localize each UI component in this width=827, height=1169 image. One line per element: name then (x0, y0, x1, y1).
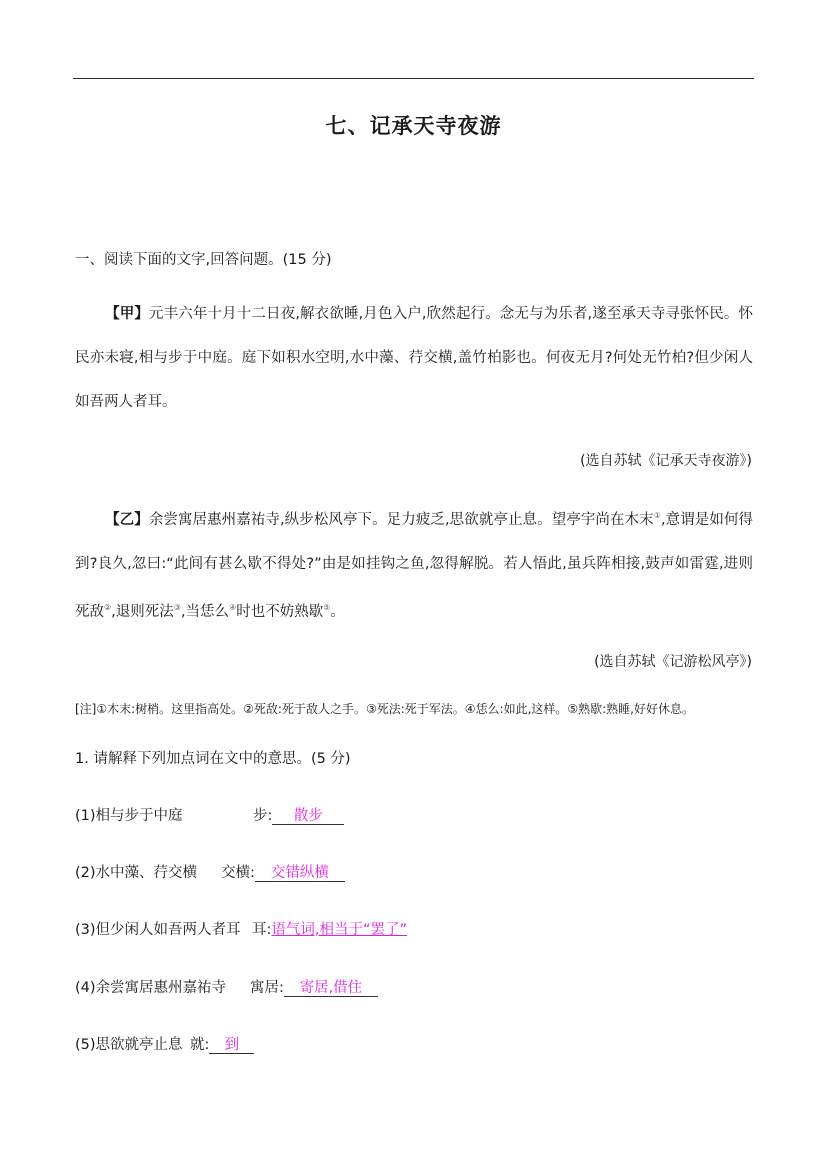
section-heading: 一、阅读下面的文字,回答问题。(15 分) (75, 252, 332, 268)
answer-field[interactable]: 散步 (272, 809, 344, 825)
question-1-item-3 (75, 918, 407, 939)
passage-b (75, 494, 753, 634)
item-word: 交横: (221, 865, 255, 881)
passage-b-text-4: ,当恁么 (180, 603, 230, 620)
question-1-item-5 (75, 1033, 254, 1054)
passage-b-text-3: ,退则死法 (111, 603, 174, 620)
footnote-ref-3: ③ (173, 602, 181, 612)
header-rule (73, 78, 754, 79)
footnote-ref-1: ① (653, 511, 661, 520)
passage-b-source: (选自苏轼《记游松风亭》) (594, 654, 752, 670)
passage-a-label: 【甲】 (105, 306, 150, 322)
passage-a (75, 292, 753, 424)
passage-b-text-2: ,意谓是如何得到?良久,忽曰:“此间有甚么歇不得处?”由是如挂钩之鱼,忽得解脱。若人悟此,虽兵阵相接,鼓声如雷霆,进则死敌 (75, 511, 754, 620)
item-word: 耳: (252, 922, 272, 938)
question-1-item-2 (75, 861, 345, 882)
answer-field[interactable]: 到 (209, 1038, 254, 1054)
passage-b-text-5: 时也不妨熟歇 (236, 603, 324, 620)
footnote-ref-4: ④ (229, 602, 237, 612)
item-word: 就: (190, 1037, 210, 1053)
footnote-ref-2: ② (104, 602, 112, 612)
passage-a-text: 元丰六年十月十二日夜,解衣欲睡,月色入户,欣然起行。念无与为乐者,遂至承天寺寻张怀民。怀民亦未寝,相与步于中庭。庭下如积水空明,水中藻、荇交横,盖竹柏影也。何夜无月?何处无竹柏?但少闲人如吾两人者耳。 (75, 306, 754, 410)
item-phrase: (2)水中藻、荇交横 (75, 865, 198, 881)
item-word: 寓居: (250, 980, 284, 996)
item-word: 步: (253, 808, 273, 824)
passage-b-text-1: 余尝寓居惠州嘉祐寺,纵步松风亭下。足力疲乏,思欲就亭止息。望亭宇尚在木末 (148, 511, 654, 528)
passage-b-text-6: 。 (330, 603, 345, 620)
page-title: 七、记承天寺夜游 (325, 114, 502, 138)
passage-a-source: (选自苏轼《记承天寺夜游》) (580, 453, 752, 469)
item-phrase: (1)相与步于中庭 (75, 808, 183, 824)
answer-field[interactable]: 寄居,借住 (284, 981, 378, 997)
item-phrase: (3)但少闲人如吾两人者耳 (75, 922, 241, 938)
question-1-prompt: 1. 请解释下列加点词在文中的意思。(5 分) (75, 751, 351, 767)
question-1-item-1 (75, 804, 344, 825)
answer-field[interactable]: 语气词,相当于“罢了” (271, 922, 408, 938)
footnotes: [注]①木末:树梢。这里指高处。②死敌:死于敌人之手。③死法:死于军法。④恁么:如此,这样。⑤熟歇:熟睡,好好休息。 (75, 702, 695, 716)
passage-b-label: 【乙】 (105, 511, 149, 528)
item-phrase: (5)思欲就亭止息 (75, 1037, 183, 1053)
footnote-ref-5: ⑤ (323, 602, 331, 612)
item-phrase: (4)余尝寓居惠州嘉祐寺 (75, 980, 227, 996)
answer-field[interactable]: 交错纵横 (255, 866, 345, 882)
question-1-item-4 (75, 976, 378, 997)
